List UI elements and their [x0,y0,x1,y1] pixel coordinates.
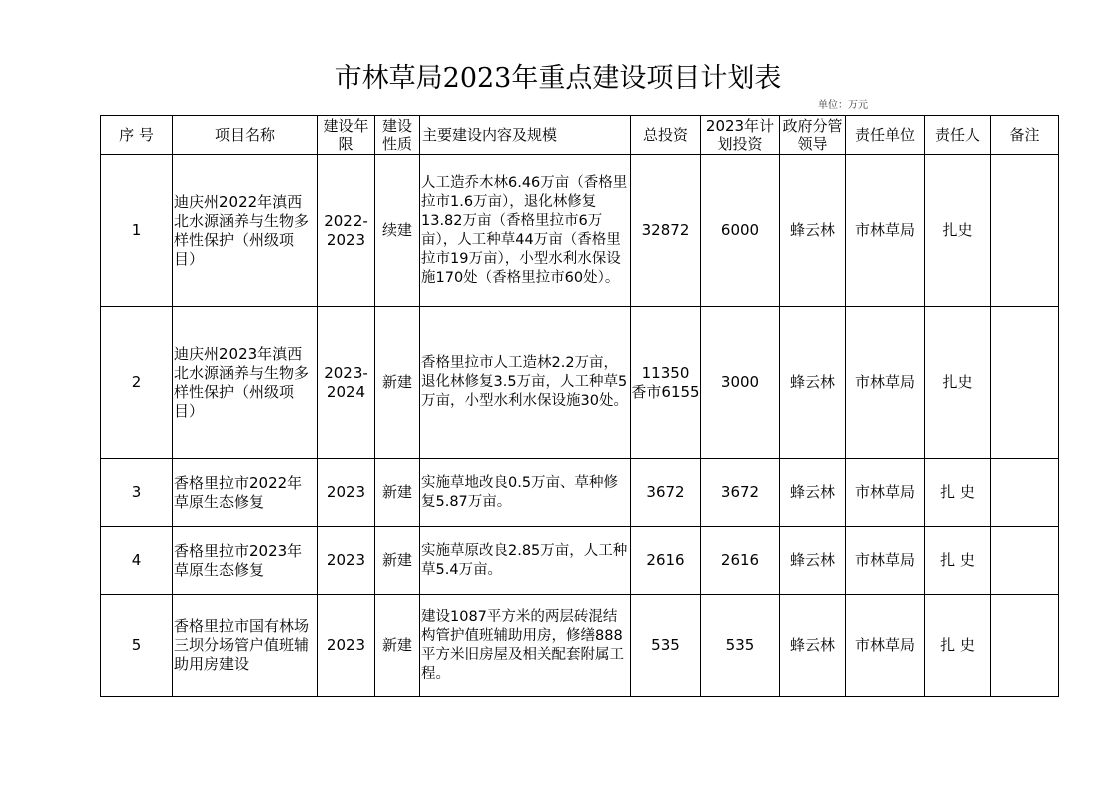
cell-leader: 蜂云林 [780,459,846,527]
cell-total [631,459,701,527]
cell-content: 人工造乔木林6.46万亩（香格里拉市1.6万亩），退化林修复13.82万亩（香格里拉市6万亩），人工种草44万亩（香格里拉市19万亩），小型水利水保设施170处（香格里拉市60处）。 [420,155,631,307]
header-content: 主要建设内容及规模 [420,116,631,155]
cell-seq: 3 [101,459,173,527]
cell-seq: 4 [101,527,173,595]
cell-period: 2023 [318,595,375,697]
cell-leader: 蜂云林 [780,307,846,459]
unit-label: 单位：万元 [818,100,868,111]
cell-plan: 2616 [701,527,780,595]
cell-seq: 5 [101,595,173,697]
cell-name: 迪庆州2023年滇西北水源涵养与生物多样性保护（州级项目） [173,307,318,459]
cell-total-value: 535 [651,636,680,654]
cell-content: 实施草原改良2.85万亩，人工种草5.4万亩。 [420,527,631,595]
cell-unit: 市林草局 [846,307,925,459]
cell-unit: 市林草局 [846,595,925,697]
cell-unit: 市林草局 [846,155,925,307]
cell-nature: 新建 [375,595,420,697]
cell-leader: 蜂云林 [780,527,846,595]
cell-total-value: 3672 [646,483,685,501]
cell-total [631,155,701,307]
cell-name: 香格里拉市2022年草原生态修复 [173,459,318,527]
cell-plan: 535 [701,595,780,697]
cell-content: 香格里拉市人工造林2.2万亩，退化林修复3.5万亩，人工种草5万亩，小型水利水保设施30处。 [420,307,631,459]
cell-plan: 3000 [701,307,780,459]
header-remark: 备注 [991,116,1059,155]
cell-unit: 市林草局 [846,527,925,595]
cell-person: 扎史 [925,155,991,307]
cell-content: 实施草地改良0.5万亩、草种修复5.87万亩。 [420,459,631,527]
cell-nature: 新建 [375,527,420,595]
header-seq: 序 号 [101,116,173,155]
cell-nature: 续建 [375,155,420,307]
cell-remark [991,595,1059,697]
table-header-row [101,116,1059,155]
cell-name: 香格里拉市国有林场三坝分场管户值班辅助用房建设 [173,595,318,697]
cell-person: 扎史 [925,307,991,459]
cell-period: 2022-2023 [318,155,375,307]
header-period: 建设年限 [318,116,375,155]
document-title: 市林草局2023年重点建设项目计划表 [334,63,782,94]
cell-total [631,307,701,459]
cell-unit: 市林草局 [846,459,925,527]
project-table [100,115,1059,697]
cell-content: 建设1087平方米的两层砖混结构管护值班辅助用房，修缮888平方米旧房屋及相关配套附属工程。 [420,595,631,697]
header-plan: 2023年计划投资 [701,116,780,155]
cell-total-value: 2616 [646,551,685,569]
header-person: 责任人 [925,116,991,155]
cell-person: 扎 史 [925,459,991,527]
header-name: 项目名称 [173,116,318,155]
table-row [101,155,1059,307]
cell-name: 迪庆州2022年滇西北水源涵养与生物多样性保护（州级项目） [173,155,318,307]
cell-period: 2023-2024 [318,307,375,459]
cell-total-value: 32872 [641,221,690,239]
header-leader: 政府分管领导 [780,116,846,155]
cell-period: 2023 [318,459,375,527]
cell-remark [991,459,1059,527]
table-row [101,527,1059,595]
cell-plan: 3672 [701,459,780,527]
header-nature: 建设性质 [375,116,420,155]
cell-remark [991,155,1059,307]
cell-nature: 新建 [375,459,420,527]
header-unit: 责任单位 [846,116,925,155]
cell-total-sub: 香市6155 [631,382,700,401]
cell-total [631,595,701,697]
cell-name: 香格里拉市2023年草原生态修复 [173,527,318,595]
cell-total [631,527,701,595]
cell-period: 2023 [318,527,375,595]
cell-leader: 蜂云林 [780,155,846,307]
cell-person: 扎 史 [925,527,991,595]
cell-seq: 2 [101,307,173,459]
cell-remark [991,527,1059,595]
table-row [101,307,1059,459]
cell-leader: 蜂云林 [780,595,846,697]
cell-person: 扎 史 [925,595,991,697]
cell-remark [991,307,1059,459]
table-row [101,595,1059,697]
table-row [101,459,1059,527]
cell-total-value: 11350 [641,363,690,382]
cell-nature: 新建 [375,307,420,459]
cell-seq: 1 [101,155,173,307]
cell-plan: 6000 [701,155,780,307]
header-total: 总投资 [631,116,701,155]
